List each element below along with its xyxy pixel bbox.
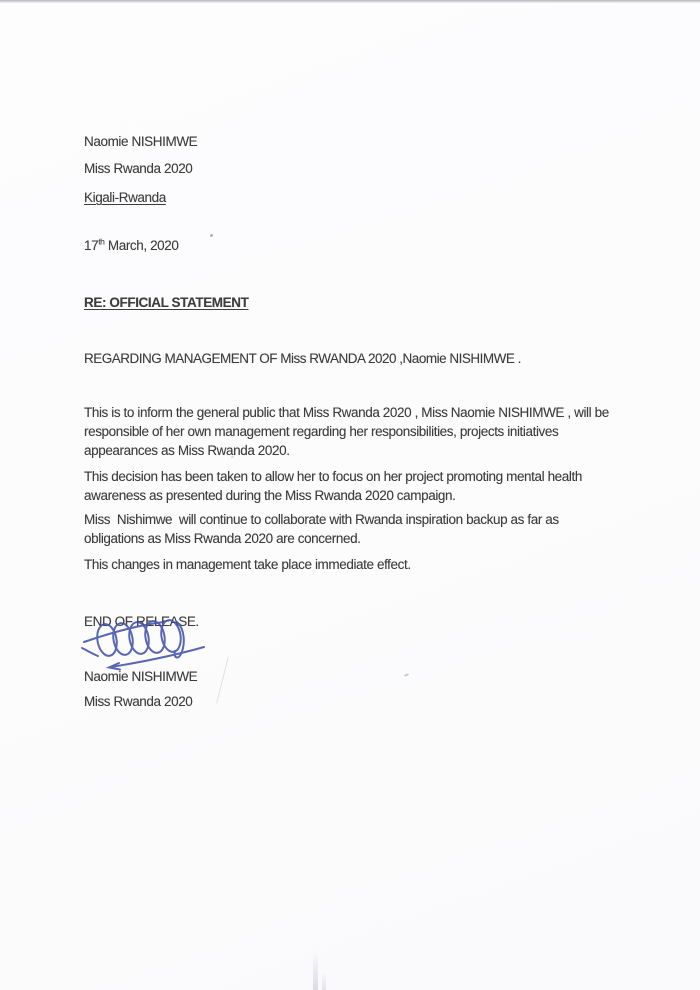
- body-paragraph-2: [84, 467, 582, 505]
- sender-name: Naomie NISHIMWE: [84, 134, 198, 149]
- scan-speck-artifact: [404, 673, 409, 677]
- subject-regarding-line: REGARDING MANAGEMENT OF Miss RWANDA 2020 ,Naomie NISHIMWE .: [84, 351, 521, 366]
- paragraph-line: This changes in management take place immediate effect.: [84, 557, 411, 572]
- scan-edge-artifact: [0, 0, 700, 3]
- paragraph-line: responsible of her own management regarding her responsibilities, projects initiatives: [84, 424, 559, 439]
- date-rest: March, 2020: [104, 238, 179, 253]
- signatory-title: Miss Rwanda 2020: [84, 694, 193, 709]
- signatory-name: Naomie NISHIMWE: [84, 669, 198, 684]
- body-paragraph-3: [84, 510, 559, 548]
- end-of-release-line: END OF RELEASE.: [84, 614, 199, 629]
- paragraph-line: This is to inform the general public that Miss Rwanda 2020 , Miss Naomie NISHIMWE , will be: [84, 405, 609, 420]
- sender-title: Miss Rwanda 2020: [84, 161, 193, 176]
- signature-icon: [80, 617, 212, 671]
- date-day: 17: [84, 238, 99, 253]
- body-paragraph-1: [84, 403, 609, 460]
- paragraph-line: This decision has been taken to allow her to focus on her project promoting mental health: [84, 469, 582, 484]
- body-paragraph-4: [84, 555, 411, 574]
- date-line: [84, 236, 179, 255]
- scan-streak-artifact: [313, 950, 318, 990]
- sender-location: Kigali-Rwanda: [84, 190, 166, 205]
- scan-scratch-artifact: [216, 657, 229, 704]
- paragraph-line: awareness as presented during the Miss Rwanda 2020 campaign.: [84, 488, 456, 503]
- paragraph-line: obligations as Miss Rwanda 2020 are concerned.: [84, 531, 361, 546]
- scan-streak-artifact: [322, 972, 326, 990]
- paragraph-line: Miss Nishimwe will continue to collaborate with Rwanda inspiration backup as far as: [84, 512, 559, 527]
- subject-re-line: RE: OFFICIAL STATEMENT: [84, 295, 249, 310]
- paragraph-line: appearances as Miss Rwanda 2020.: [84, 443, 290, 458]
- scan-speck-artifact: [210, 234, 213, 237]
- date-ordinal-suffix: th: [98, 236, 105, 247]
- scan-speck-artifact: [231, 456, 234, 458]
